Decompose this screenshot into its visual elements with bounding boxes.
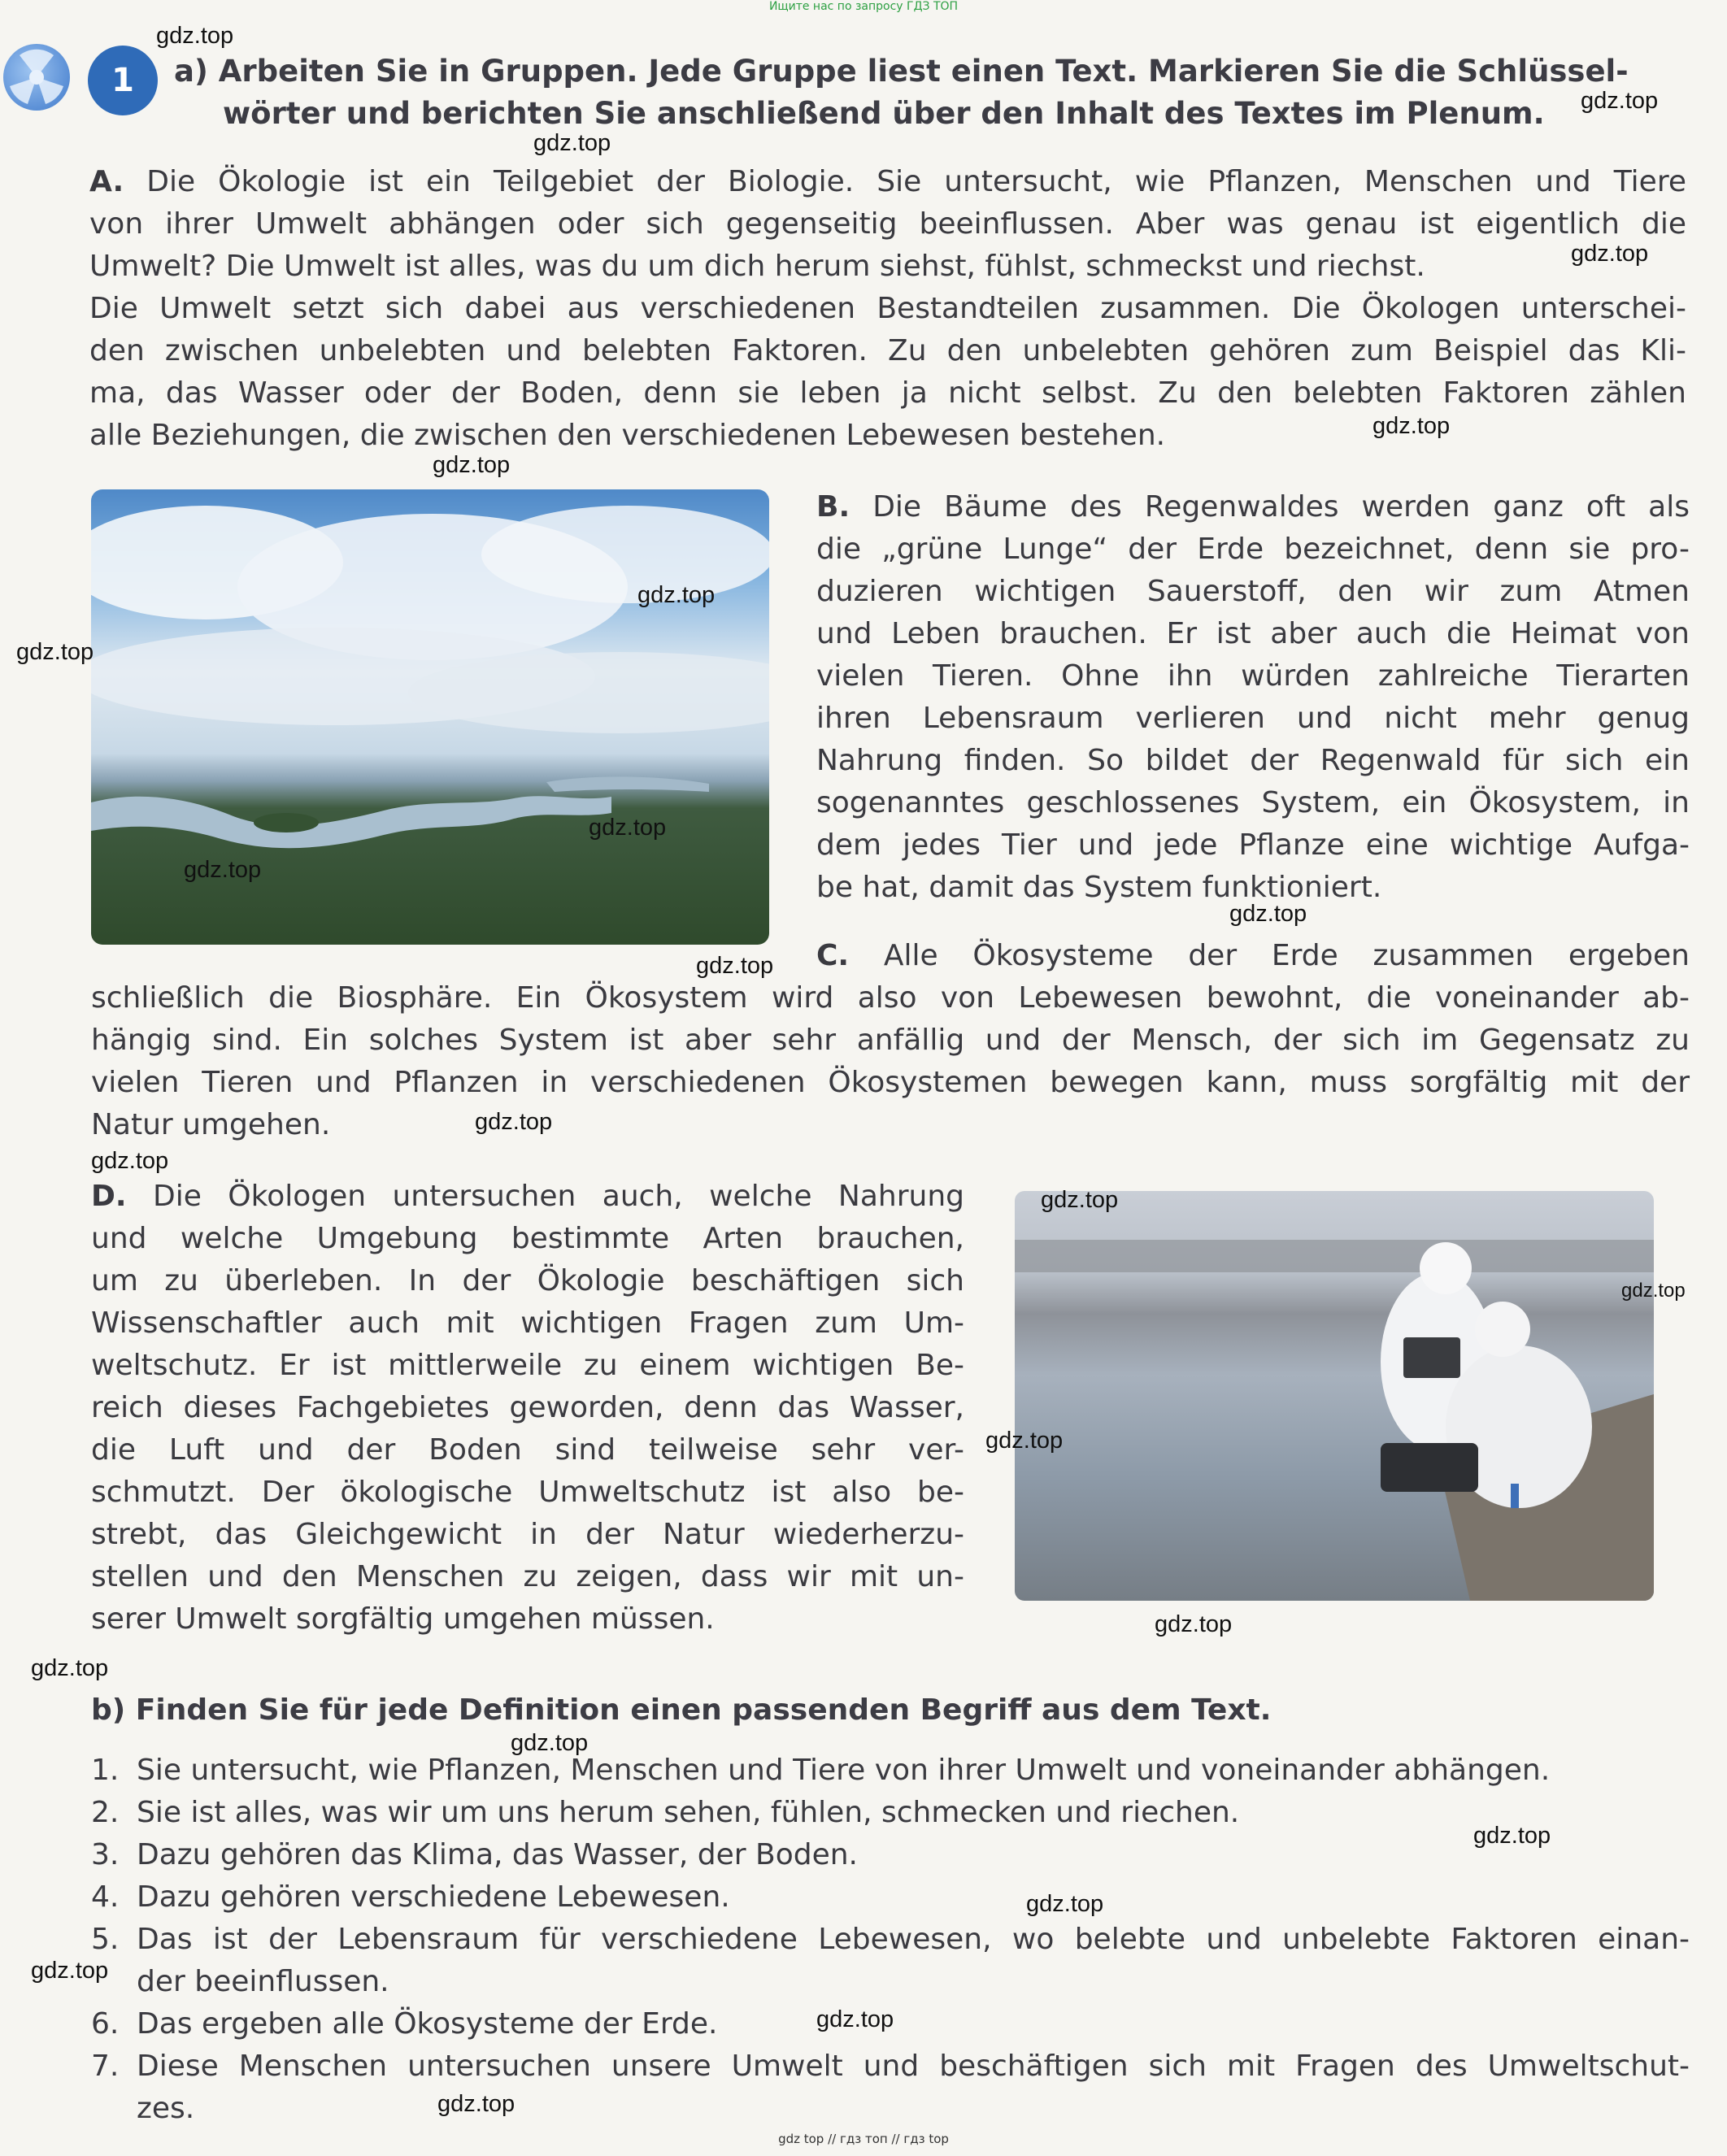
list-item: 6. Das ergeben alle Ökosysteme der Erde. [91,2007,718,2041]
watermark: gdz.top [1473,1823,1551,1849]
list-item: 1. Sie untersucht, wie Pflanzen, Menschen und Tiere von ihrer Umwelt und voneinander abhängen. [91,1754,1551,1787]
watermark: gdz.top [184,857,262,883]
task-a-line-2: wörter und berichten Sie anschließend über den Inhalt des Textes im Plenum. [223,96,1545,131]
text-c-first-line: C. Alle Ökosysteme der Erde zusammen ergeben [816,939,1690,972]
scientists-water-sampling-photo [1015,1191,1654,1601]
text-a-letter: A. [89,165,124,198]
bottom-banner: gdz top // гдз топ // гдз top [778,2132,949,2146]
watermark: gdz.top [475,1109,553,1135]
watermark: gdz.top [637,582,716,608]
watermark: gdz.top [816,2006,894,2032]
watermark: gdz.top [91,1148,169,1174]
watermark: gdz.top [533,130,611,156]
text-b: B. Die Bäume des Regenwaldes werden ganz oft als die „grüne Lunge“ der Erde bezeichnet, denn sie pro- duzieren wichtigen Sauerstoff, den wir zum Atmen und Leben brauchen. Er ist aber auch die Heimat von vielen Tieren. Ohne ihn würden zahlreiche Tierarten ihren Lebensraum verlieren und nicht mehr genug Nahrung finden. So bildet der Regenwald für sich ein sogenanntes geschlossenes System, ein Ökosystem, in dem jedes Tier und jede Pflanze eine wichtige Aufga- be hat, damit das System funktioniert. [816,490,1690,904]
text-c: schließlich die Biosphäre. Ein Ökosystem wird also von Lebewesen bewohnt, die voneinander ab- hängig sind. Ein solches System ist aber sehr anfällig und der Mensch, der sich im Gegensatz zu vielen Tieren und Pflanzen in verschiedenen Ökosystemen bewegen kann, muss sorgfältig mit der Natur umgehen. [91,981,1690,1141]
watermark: gdz.top [1041,1187,1119,1213]
list-item: 5. Das ist der Lebensraum für verschiedene Lebewesen, wo belebte und unbelebte Faktoren einan- der beeinflussen. [91,1923,1690,1998]
task-a-line-1: a) Arbeiten Sie in Gruppen. Jede Gruppe liest einen Text. Markieren Sie die Schlüssel- [174,54,1629,89]
list-item: 2. Sie ist alles, was wir um uns herum sehen, fühlen, schmecken und riechen. [91,1796,1240,1829]
watermark: gdz.top [1621,1280,1686,1302]
task-a-instruction [174,50,1629,135]
watermark: gdz.top [1571,241,1649,267]
watermark: gdz.top [511,1730,589,1756]
publisher-logo-icon [3,44,70,111]
watermark: gdz.top [1229,901,1307,927]
task-number-badge: 1 [88,46,158,115]
watermark: gdz.top [1372,413,1451,439]
list-item: 4. Dazu gehören verschiedene Lebewesen. [91,1880,730,1914]
text-a: A. Die Ökologie ist ein Teilgebiet der Biologie. Sie untersucht, wie Pflanzen, Menschen und Tiere von ihrer Umwelt abhängen oder sich gegenseitig beeinflussen. Aber was genau ist eigentlich die Umwelt? Die Umwelt ist alles, was du um dich herum siehst, fühlst, schmeckst und riechst. Die Umwelt setzt sich dabei aus verschiedenen Bestandteilen zusammen. Die Ökologen unterschei- den zwischen unbelebten und belebten Faktoren. Zu den unbelebten gehören zum Beispiel das Kli- ma, das Wasser oder der Boden, denn sie leben ja nicht selbst. Zu den belebten Faktoren zählen alle Beziehungen, die zwischen den verschiedenen Lebewesen bestehen. [89,165,1686,452]
text-b-letter: B. [816,490,850,524]
text-d-letter: D. [91,1180,127,1213]
definitions-list [91,1750,1690,2130]
watermark: gdz.top [589,815,667,841]
top-banner: Ищите нас по запросу ГДЗ ТОП [768,0,959,13]
watermark: gdz.top [696,953,774,979]
watermark: gdz.top [437,2091,515,2117]
watermark: gdz.top [985,1428,1064,1454]
watermark: gdz.top [16,639,94,665]
list-item: 3. Dazu gehören das Klima, das Wasser, der Boden. [91,1838,858,1871]
watermark: gdz.top [31,1958,109,1984]
watermark: gdz.top [1155,1611,1233,1637]
watermark: gdz.top [1026,1891,1104,1917]
list-item: 7. Diese Menschen untersuchen unsere Umwelt und beschäftigen sich mit Fragen des Umweltschut- zes. [91,2050,1690,2125]
text-c-letter: C. [816,939,850,972]
watermark: gdz.top [433,452,511,478]
watermark: gdz.top [1581,88,1659,114]
task-b-heading: b) Finden Sie für jede Definition einen passenden Begriff aus dem Text. [91,1693,1272,1727]
watermark: gdz.top [156,23,234,49]
watermark: gdz.top [31,1655,109,1681]
text-d: D. Die Ökologen untersuchen auch, welche Nahrung und welche Umgebung bestimmte Arten brauchen, um zu überleben. In der Ökologie beschäftigen sich Wissenschaftler auch mit wichtigen Fragen zum Um- weltschutz. Er ist mittlerweile zu einem wichtigen Be- reich dieses Fachgebietes geworden, denn das Wasser, die Luft und der Boden sind teilweise sehr ver- schmutzt. Der ökologische Umweltschutz ist also be- strebt, das Gleichgewicht in der Natur wiederherzu- stellen und den Menschen zu zeigen, dass wir mit un- serer Umwelt sorgfältig umgehen müssen. [91,1180,964,1636]
